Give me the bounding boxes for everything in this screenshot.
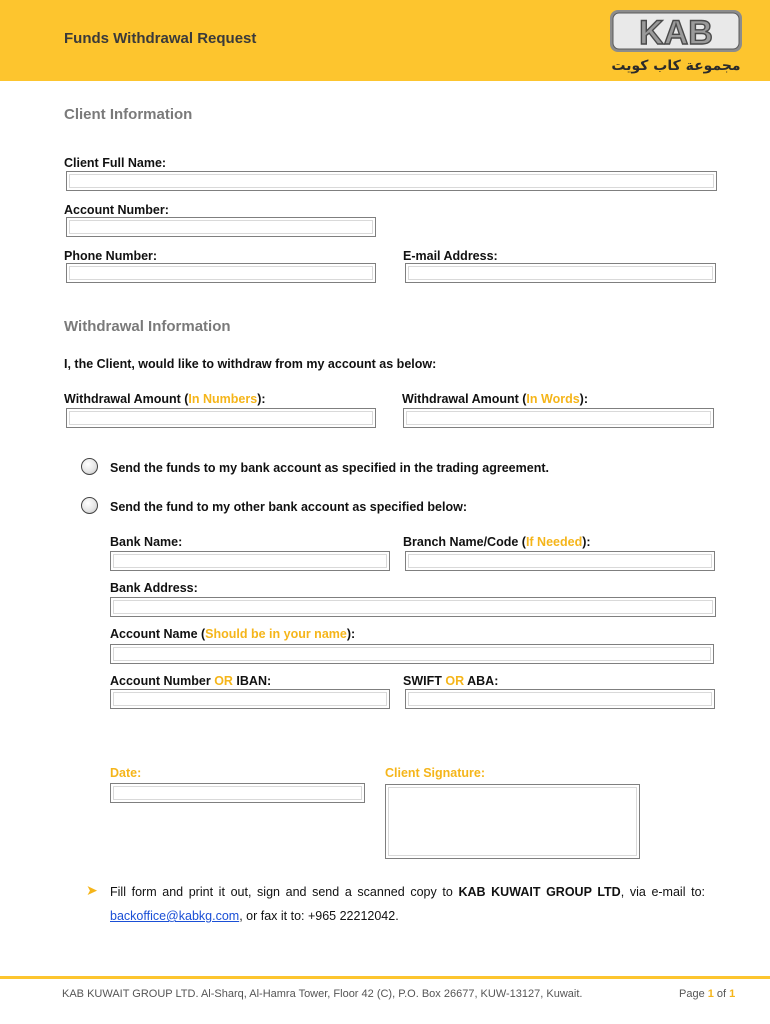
- bank-name-label: Bank Name:: [110, 535, 183, 549]
- bank-name-field[interactable]: [110, 551, 390, 571]
- account-name-label: Account Name (Should be in your name):: [110, 627, 356, 641]
- footer-divider: [0, 976, 770, 979]
- branch-label: Branch Name/Code (If Needed):: [403, 535, 591, 549]
- phone-field[interactable]: [66, 263, 376, 283]
- account-iban-label: Account Number OR IBAN:: [110, 674, 272, 688]
- logo-arabic: مجموعة كاب كويت: [611, 58, 741, 74]
- account-number-label: Account Number:: [64, 203, 169, 217]
- account-iban-field[interactable]: [110, 689, 390, 709]
- phone-label: Phone Number:: [64, 249, 158, 263]
- amount-words-label: Withdrawal Amount (In Words):: [402, 392, 588, 406]
- option-registered-bank-label: Send the funds to my bank account as specified in the trading agreement.: [110, 461, 549, 475]
- option-registered-bank-radio[interactable]: [81, 458, 98, 475]
- full-name-field[interactable]: [66, 171, 717, 191]
- option-other-bank-label: Send the fund to my other bank account as specified below:: [110, 500, 467, 514]
- account-name-field[interactable]: [110, 644, 714, 664]
- page-number: Page 1 of 1: [679, 988, 736, 1000]
- bank-address-field[interactable]: [110, 597, 716, 617]
- full-name-label: Client Full Name:: [64, 156, 167, 170]
- bullet-arrow-icon: ➤: [86, 882, 98, 898]
- logo-text: KAB: [639, 14, 713, 52]
- date-field[interactable]: [110, 783, 365, 803]
- swift-field[interactable]: [405, 689, 715, 709]
- amount-words-field[interactable]: [403, 408, 714, 428]
- withdrawal-intro: I, the Client, would like to withdraw from my account as below:: [64, 357, 437, 371]
- email-field[interactable]: [405, 263, 716, 283]
- instructions-note: Fill form and print it out, sign and send a scanned copy to KAB KUWAIT GROUP LTD, via e-mail to: backoffice@kabkg.com, or fax it to: +965 22212042.: [110, 885, 706, 923]
- withdrawal-info-heading: Withdrawal Information: [64, 318, 231, 335]
- date-label: Date:: [110, 766, 142, 780]
- footer-address: KAB KUWAIT GROUP LTD. Al-Sharq, Al-Hamra Tower, Floor 42 (C), P.O. Box 26677, KUW-13127, Kuwait.: [62, 988, 583, 1000]
- account-number-field[interactable]: [66, 217, 376, 237]
- page-title: Funds Withdrawal Request: [64, 30, 257, 47]
- kab-logo: [606, 8, 746, 74]
- bank-address-label: Bank Address:: [110, 581, 198, 595]
- email-label: E-mail Address:: [403, 249, 498, 263]
- swift-label: SWIFT OR ABA:: [403, 674, 499, 688]
- amount-numbers-field[interactable]: [66, 408, 376, 428]
- client-info-heading: Client Information: [64, 106, 193, 123]
- company-name: KAB KUWAIT GROUP LTD: [458, 885, 621, 899]
- option-other-bank-radio[interactable]: [81, 497, 98, 514]
- signature-label: Client Signature:: [385, 766, 486, 780]
- signature-box[interactable]: [385, 784, 640, 859]
- backoffice-email-link[interactable]: backoffice@kabkg.com: [110, 909, 240, 923]
- amount-numbers-label: Withdrawal Amount (In Numbers):: [64, 392, 266, 406]
- branch-field[interactable]: [405, 551, 715, 571]
